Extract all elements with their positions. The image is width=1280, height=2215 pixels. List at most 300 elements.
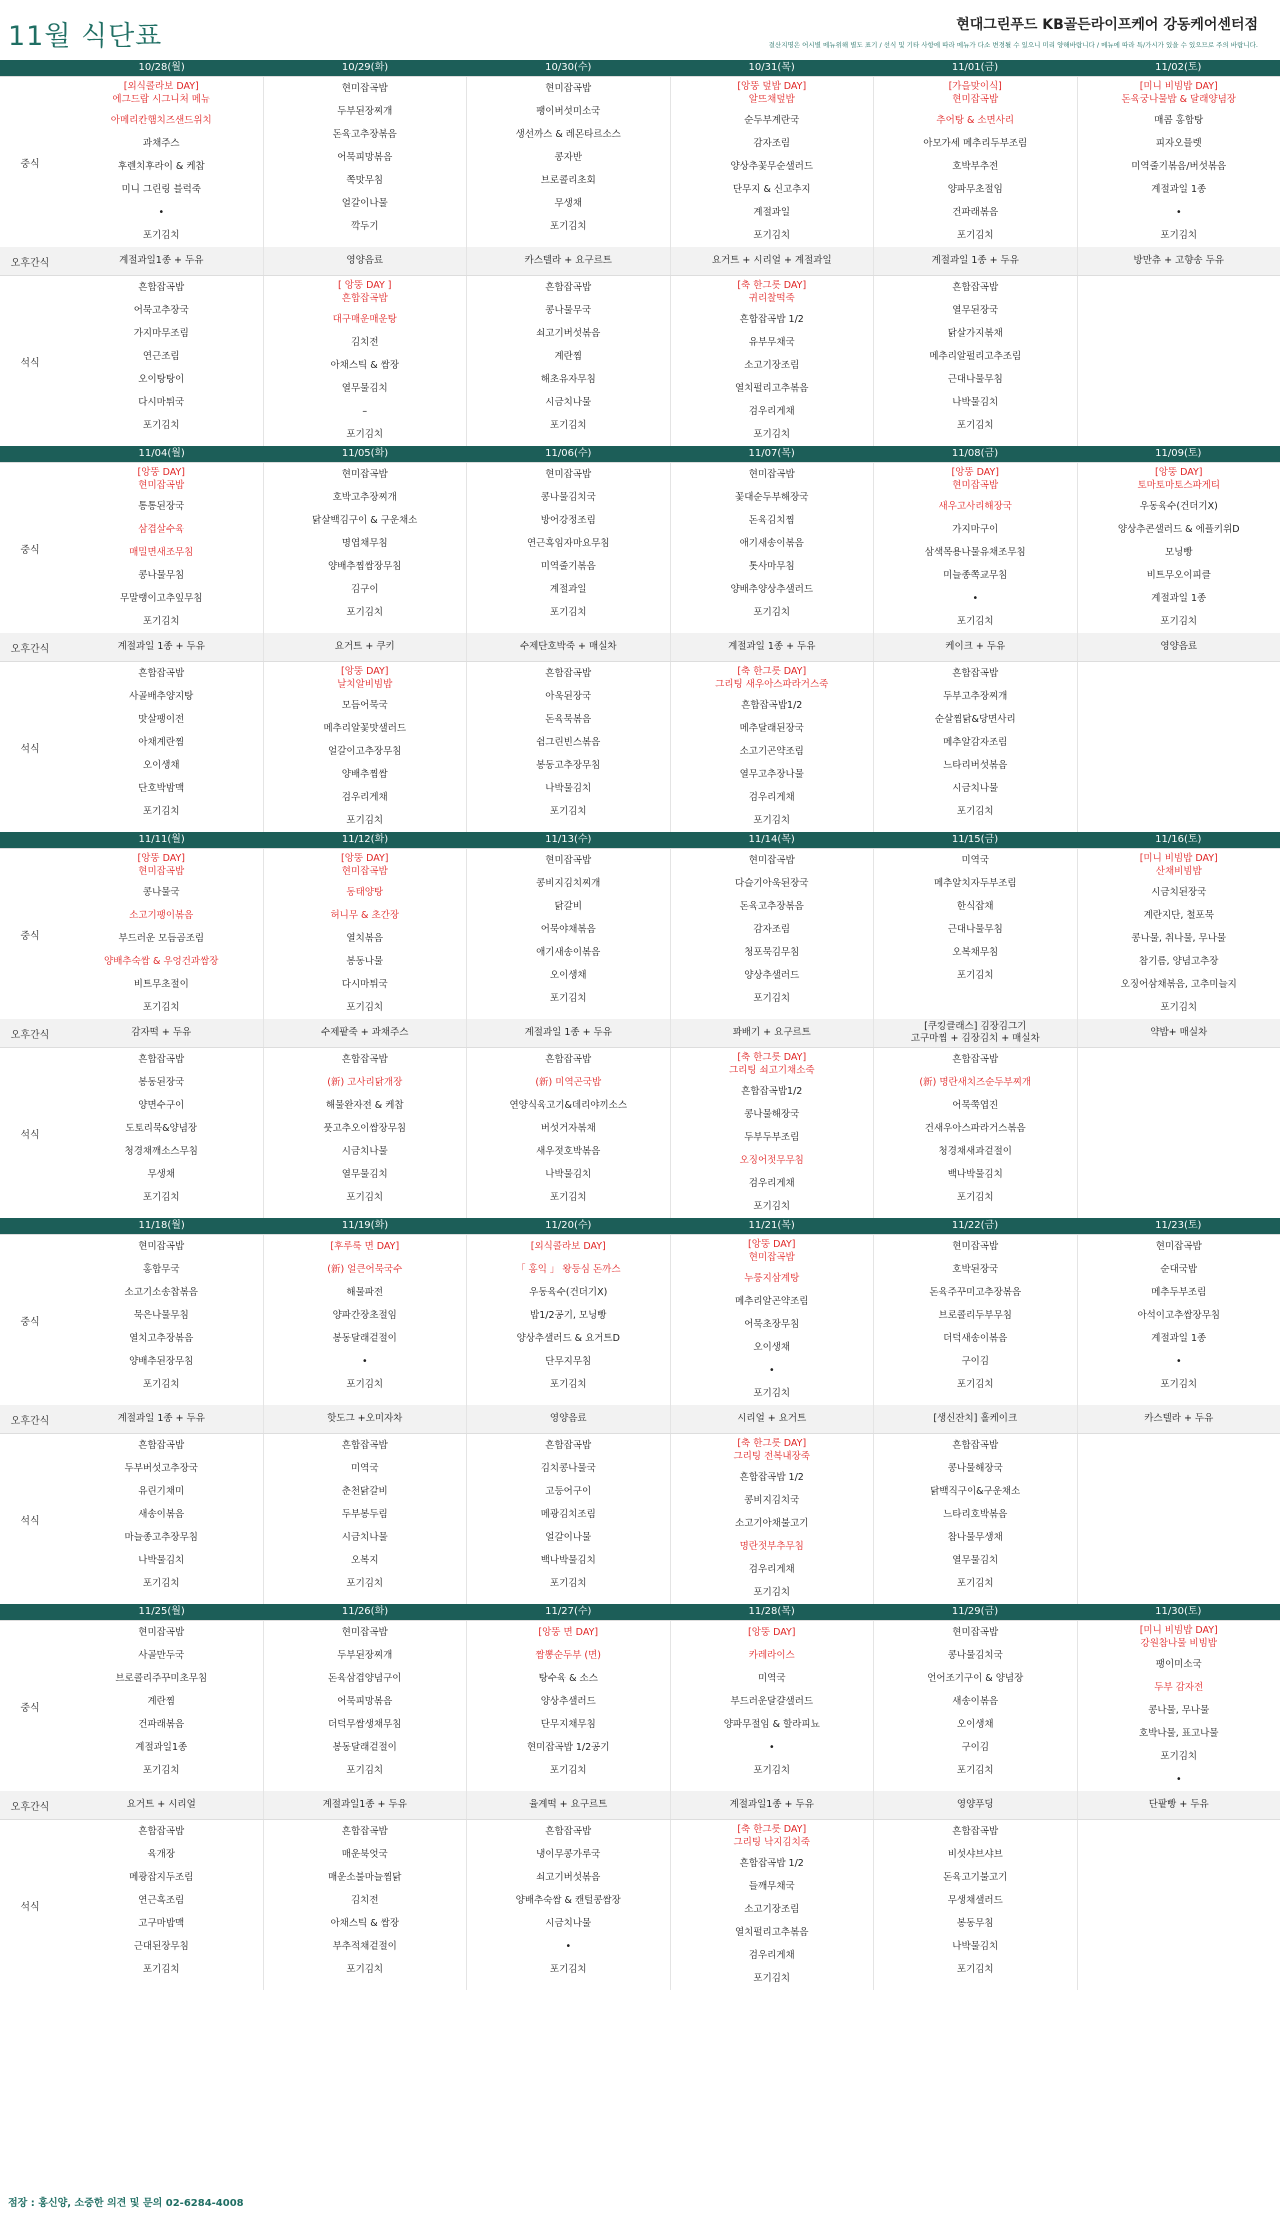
menu-item: 흔합잡곡밥 xyxy=(545,1440,592,1451)
day-column xyxy=(60,1791,263,1819)
date-cell: 11/23(토) xyxy=(1155,1220,1202,1231)
menu-item: [앙뚱 DAY] 날치알비빔밥 xyxy=(337,666,393,690)
menu-item: 추어탕 & 소면사리 xyxy=(936,115,1015,126)
menu-item: [외식콜라보 DAY] xyxy=(530,1241,606,1252)
snack-label: 오후간식 xyxy=(10,1029,50,1041)
menu-item: 김치전 xyxy=(350,337,379,348)
menu-item: 포기김치 xyxy=(142,420,180,431)
menu-item: 흔합잡곡밥 xyxy=(952,1440,999,1451)
day-column xyxy=(60,1405,263,1433)
day-column xyxy=(466,276,670,446)
day-column xyxy=(670,662,874,832)
menu-item: 다시마튀국 xyxy=(341,979,388,990)
menu-item: (新) 미역곤국밥 xyxy=(535,1077,602,1088)
menu-item: 열치펄리고추볶음 xyxy=(735,1927,809,1938)
menu-item: [앙뚱 DAY] 현미잡곡밥 xyxy=(137,467,185,491)
menu-item xyxy=(1177,1094,1181,1117)
day-column xyxy=(670,1048,874,1218)
day-column xyxy=(1077,849,1280,1019)
menu-item xyxy=(1177,1117,1181,1140)
menu-item: 흔합잡곡밥 xyxy=(138,1054,185,1065)
day-column xyxy=(670,77,874,247)
menu-item: 포기김치 xyxy=(142,1964,180,1975)
menu-item: 봉동달래겉절이 xyxy=(332,1742,397,1753)
menu-item: 모닝빵 xyxy=(1164,547,1193,558)
menu-item: 느타리호박볶음 xyxy=(943,1509,1008,1520)
day-column xyxy=(873,276,1077,446)
day-column xyxy=(60,633,263,661)
menu-item: [축 한그릇 DAY] 그리팅 쇠고기채소죽 xyxy=(728,1052,815,1076)
menu-item: 포기김치 xyxy=(1160,1751,1198,1762)
snack-item: 영양음료 xyxy=(549,1413,587,1424)
menu-item: 미니 그린링 블럭죽 xyxy=(121,184,201,195)
menu-item: 흔합잡곡밥1/2 xyxy=(741,1086,803,1097)
menu-item xyxy=(1177,777,1181,800)
menu-item: 냉이무콩가루국 xyxy=(536,1849,601,1860)
menu-item: 호박된장국 xyxy=(952,1264,999,1275)
menu-item: 흔합잡곡밥 xyxy=(138,282,185,293)
menu-item: 부드러운 모듬곰조림 xyxy=(118,933,205,944)
menu-item: 시금치나물 xyxy=(545,1918,592,1929)
menu-item: 양파무초절임 xyxy=(947,184,1003,195)
menu-item: 느타리버섯볶음 xyxy=(943,760,1008,771)
menu-item: 나박물김치 xyxy=(952,1941,999,1952)
menu-item: 연근조림 xyxy=(142,351,180,362)
menu-item: 해초유자무침 xyxy=(540,374,596,385)
week-block xyxy=(0,60,1280,446)
menu-item: 양상추샐러드 & 요거트D xyxy=(516,1333,620,1344)
menu-item: 양상추샐러드 xyxy=(744,970,800,981)
menu-item: 봉동무침 xyxy=(956,1918,994,1929)
menu-item: 콩나물김치국 xyxy=(540,492,596,503)
lunch-columns xyxy=(60,463,1280,633)
menu-item: 소고기팽이볶음 xyxy=(129,910,194,921)
day-column xyxy=(466,247,670,275)
menu-item: 양배추양상추샐러드 xyxy=(730,584,814,595)
day-column xyxy=(263,276,467,446)
snack-item: 계절과일1종 + 두유 xyxy=(729,1799,814,1810)
menu-item: [축 한그릇 DAY] 그리팅 낙지김치죽 xyxy=(733,1824,810,1848)
day-column xyxy=(466,1235,670,1405)
menu-item: 돈육묵볶음 xyxy=(545,714,592,725)
menu-item: 우동육수(건더기X) xyxy=(1139,501,1218,512)
menu-item: 감자조림 xyxy=(753,924,791,935)
date-cell: 11/15(금) xyxy=(951,834,999,845)
menu-item: 미역줄기볶음/버섯볶음 xyxy=(1131,161,1227,172)
menu-item: 통통된장국 xyxy=(138,501,185,512)
menu-item: [ 앙뚱 DAY ] 흔합잡곡밥 xyxy=(337,280,392,304)
menu-item: 포기김치 xyxy=(549,1964,587,1975)
menu-item: 포기김치 xyxy=(956,1578,994,1589)
menu-item: 연양식육고기&데리야끼소스 xyxy=(509,1100,628,1111)
menu-item: • xyxy=(565,1941,572,1952)
day-column xyxy=(60,247,263,275)
day-column xyxy=(670,247,874,275)
menu-item: 미역줄기볶음 xyxy=(540,561,596,572)
menu-item: 포기김치 xyxy=(549,806,587,817)
menu-item: 미늘종쪽교무침 xyxy=(943,570,1008,581)
menu-item: 새송이볶음 xyxy=(952,1696,999,1707)
snack-row xyxy=(0,247,1280,275)
menu-item: 현미잡곡밥 xyxy=(952,1627,999,1638)
menu-item: 더덕새송이볶음 xyxy=(943,1333,1008,1344)
dinner-columns xyxy=(60,1820,1280,1990)
menu-item: 포기김치 xyxy=(346,1964,384,1975)
day-column xyxy=(1077,77,1280,247)
dinner-columns xyxy=(60,276,1280,446)
menu-item: 미역국 xyxy=(350,1463,379,1474)
menu-item: 두부버섯고추장국 xyxy=(124,1463,198,1474)
menu-item: 검우리게채 xyxy=(748,792,795,803)
menu-item: 탕수육 & 소스 xyxy=(538,1673,598,1684)
lunch-label: 중식 xyxy=(20,1702,40,1714)
menu-item: 포기김치 xyxy=(549,1192,587,1203)
day-column xyxy=(670,849,874,1019)
menu-item: 매운북엇국 xyxy=(341,1849,388,1860)
menu-item: 청포묵김무침 xyxy=(744,947,800,958)
date-header-spacer xyxy=(0,1218,60,1234)
date-cell: 11/13(수) xyxy=(545,834,592,845)
day-column xyxy=(466,463,670,633)
menu-item: 나박물김치 xyxy=(545,783,592,794)
menu-item: 동태양탕 xyxy=(346,887,384,898)
menu-item: 돈육고추장볶음 xyxy=(332,129,397,140)
menu-item: 흔합잡곡밥 xyxy=(952,1826,999,1837)
menu-item: 흔합잡곡밥 xyxy=(545,1054,592,1065)
snack-label: 오후간식 xyxy=(10,1415,50,1427)
menu-item xyxy=(1177,1572,1181,1595)
menu-item: 아모가세 메추리두부조림 xyxy=(923,138,1028,149)
menu-item: 계란찜 xyxy=(554,351,583,362)
day-column xyxy=(670,1235,874,1405)
menu-item: 나박물김치 xyxy=(952,397,999,408)
menu-item: 시금치나물 xyxy=(952,783,999,794)
menu-item: 포기김치 xyxy=(753,1587,791,1598)
snack-item: 케이크 + 두유 xyxy=(945,641,1006,652)
dinner-row xyxy=(0,1433,1280,1604)
menu-item: 아채계란찜 xyxy=(138,737,185,748)
menu-item: 포기김치 xyxy=(142,806,180,817)
menu-item: • xyxy=(768,1742,775,1753)
menu-item: 포기김치 xyxy=(956,806,994,817)
company-name: 현대그린푸드 KB골든라이프케어 강동케어센터점 xyxy=(956,17,1258,33)
menu-item: 가지마구이 xyxy=(952,524,999,535)
menu-item: 봉동나물 xyxy=(346,956,384,967)
day-column xyxy=(60,77,263,247)
day-column xyxy=(263,1019,467,1047)
menu-item: 단무지무침 xyxy=(545,1356,592,1367)
menu-item: 두부된장찌개 xyxy=(337,106,393,117)
menu-item: 포기김치 xyxy=(753,1765,791,1776)
menu-item: 더덕무쌈생채무침 xyxy=(328,1719,402,1730)
menu-item: 육개장 xyxy=(147,1849,176,1860)
day-column xyxy=(670,1019,874,1047)
dinner-row xyxy=(0,275,1280,446)
menu-item: 봉동고추장무침 xyxy=(536,760,601,771)
menu-item: 포기김치 xyxy=(549,1765,587,1776)
dinner-columns xyxy=(60,1434,1280,1604)
menu-item: 포기김치 xyxy=(142,230,180,241)
menu-item: 콩나물해장국 xyxy=(744,1109,800,1120)
menu-item: 무생채 xyxy=(554,198,583,209)
menu-item: 소고기곤약조림 xyxy=(739,746,804,757)
date-cell: 11/30(토) xyxy=(1155,1606,1202,1617)
menu-item: 사골배추양지탕 xyxy=(129,691,194,702)
menu-item: 메광김치조림 xyxy=(540,1509,596,1520)
day-column xyxy=(263,1405,467,1433)
menu-item: [축 한그릇 DAY] 그리팅 새우아스파라거스죽 xyxy=(715,666,829,690)
lunch-columns xyxy=(60,77,1280,247)
page-header xyxy=(0,0,1280,60)
menu-item: 생선까스 & 레몬타르소스 xyxy=(515,129,621,140)
lunch-row xyxy=(0,1620,1280,1791)
menu-item: 구이김 xyxy=(961,1742,990,1753)
date-header-spacer xyxy=(0,832,60,848)
menu-item: 짬뽕순두부 (면) xyxy=(535,1650,601,1661)
menu-item: 검우리게채 xyxy=(748,406,795,417)
date-cell: 11/29(금) xyxy=(951,1606,999,1617)
menu-item: 무생채샐러드 xyxy=(947,1895,1003,1906)
snack-columns xyxy=(60,1019,1280,1047)
dinner-row xyxy=(0,1047,1280,1218)
menu-item: 해물파전 xyxy=(346,1287,384,1298)
menu-item: 메추알치자두부조림 xyxy=(933,878,1017,889)
menu-item: 계절과일 1종 xyxy=(1151,1333,1207,1344)
date-cell: 11/11(월) xyxy=(138,834,185,845)
menu-item: 가지마무조림 xyxy=(133,328,189,339)
menu-item: 포기김치 xyxy=(956,1379,994,1390)
date-header xyxy=(0,1218,1280,1234)
menu-item: [후루룩 면 DAY] xyxy=(330,1241,400,1252)
menu-item: 백나박물김치 xyxy=(947,1169,1003,1180)
menu-item: 메추두부조림 xyxy=(1151,1287,1207,1298)
menu-item: 팽이미소국 xyxy=(1155,1659,1202,1670)
menu-item: 포기김치 xyxy=(549,1379,587,1390)
menu-item: • xyxy=(1175,207,1182,218)
menu-item: 흔합잡곡밥 1/2 xyxy=(739,314,804,325)
lunch-label: 중식 xyxy=(20,1316,40,1328)
menu-item: 콩나물, 취나물, 무나물 xyxy=(1131,933,1227,944)
menu-item: 「 홍익 」 왕등심 돈까스 xyxy=(516,1264,621,1275)
menu-item: 사골만두국 xyxy=(138,1650,185,1661)
menu-item: 봉동달래겉절이 xyxy=(332,1333,397,1344)
menu-item: 흔합잡곡밥 xyxy=(952,668,999,679)
menu-item: 콩자반 xyxy=(554,152,583,163)
menu-item: 소고기장조림 xyxy=(744,360,800,371)
menu-item: 닭살백김구이 & 구운채소 xyxy=(312,515,418,526)
snack-label: 오후간식 xyxy=(10,1801,50,1813)
menu-item: 열치볶음 xyxy=(346,933,384,944)
week-block xyxy=(0,1604,1280,1990)
contact-footer: 점장 : 홍신양, 소중한 의견 및 문의 02-6284-4008 xyxy=(8,2198,244,2209)
lunch-columns xyxy=(60,1621,1280,1791)
menu-item: 포기김치 xyxy=(956,420,994,431)
menu-item: 콩비지김치찌개 xyxy=(536,878,601,889)
menu-item: 현미잡곡밥 xyxy=(341,1627,388,1638)
date-cell: 11/04(월) xyxy=(138,448,185,459)
menu-item: 포기김치 xyxy=(1160,1002,1198,1013)
menu-item: 양상추콘샐러드 & 에플키위D xyxy=(1117,524,1240,535)
menu-item xyxy=(1177,731,1181,754)
menu-item xyxy=(1177,1526,1181,1549)
date-cell: 10/31(목) xyxy=(748,62,795,73)
menu-item: 콩나물무국 xyxy=(545,305,592,316)
menu-item: 계절과일 1종 xyxy=(1151,184,1207,195)
menu-item: 브로콜리주꾸미초무침 xyxy=(115,1673,208,1684)
dinner-columns xyxy=(60,1048,1280,1218)
date-header xyxy=(0,446,1280,462)
menu-item: • xyxy=(158,207,165,218)
menu-item: 양배추찜쌈장무침 xyxy=(328,561,402,572)
menu-item: 맛살팽이전 xyxy=(138,714,185,725)
menu-item: 포기김치 xyxy=(956,1765,994,1776)
menu-item: 포기김치 xyxy=(956,1192,994,1203)
menu-item xyxy=(1177,1186,1181,1209)
menu-item: 구이김 xyxy=(961,1356,990,1367)
snack-columns xyxy=(60,247,1280,275)
menu-item: 두부봉두림 xyxy=(341,1509,388,1520)
menu-item: 포기김치 xyxy=(549,993,587,1004)
snack-label: 오후간식 xyxy=(10,257,50,269)
menu-item: 열무물김치 xyxy=(341,383,388,394)
snack-item: 시리얼 + 요거트 xyxy=(737,1413,807,1424)
menu-item: 아욱된장국 xyxy=(545,691,592,702)
menu-item: 얼갈이나물 xyxy=(545,1532,592,1543)
menu-item: [미니 비빔밥 DAY] 강원참나물 비빔밥 xyxy=(1139,1625,1218,1649)
menu-item: [미니 비빔밥 DAY] 산채비빔밥 xyxy=(1139,853,1218,877)
menu-item: 얼갈이고추장무침 xyxy=(328,746,402,757)
menu-item: 아채스틱 & 쌈장 xyxy=(330,360,399,371)
menu-item: • xyxy=(1175,1774,1182,1785)
menu-item: [가을맞이식] 현미잡곡밥 xyxy=(948,81,1002,105)
menu-item: 열무물김치 xyxy=(952,1555,999,1566)
menu-item: 쇠고기버섯볶음 xyxy=(536,1872,601,1883)
snack-item: 계절과일 1종 + 두유 xyxy=(728,641,816,652)
menu-item: 단무지채무침 xyxy=(540,1719,596,1730)
day-column xyxy=(263,1791,467,1819)
menu-item: 허니무 & 초간장 xyxy=(330,910,399,921)
menu-item: 어묵초장무침 xyxy=(744,1319,800,1330)
menu-item: 오징어젓무무침 xyxy=(739,1155,804,1166)
lunch-row xyxy=(0,76,1280,247)
day-column xyxy=(263,633,467,661)
date-cell: 10/30(수) xyxy=(545,62,592,73)
snack-item: 방만츄 + 고향송 두유 xyxy=(1133,255,1224,266)
menu-item: [앙뚱 DAY] 토마토마토스파게티 xyxy=(1137,467,1221,491)
menu-item: 쪽맛무침 xyxy=(346,175,384,186)
menu-item: 미역국 xyxy=(961,855,990,866)
menu-item: 흔합잡곡밥1/2 xyxy=(741,700,803,711)
day-column xyxy=(466,1019,670,1047)
menu-item xyxy=(1177,1866,1181,1889)
day-column xyxy=(1077,1820,1280,1990)
date-cell: 11/01(금) xyxy=(951,62,999,73)
day-column xyxy=(60,1434,263,1604)
menu-item: 춘천닭갈비 xyxy=(341,1486,388,1497)
menu-item: 오이생채 xyxy=(549,970,587,981)
menu-item: 돈육주꾸미고추장볶음 xyxy=(929,1287,1022,1298)
snack-item: 계절과일1종 + 두유 xyxy=(119,255,204,266)
menu-item: 포기김치 xyxy=(753,1201,791,1212)
date-cell: 11/05(화) xyxy=(341,448,389,459)
menu-item: 콩비지김치국 xyxy=(744,1495,800,1506)
menu-item xyxy=(1177,414,1181,437)
menu-item: 쇠고기버섯볶음 xyxy=(536,328,601,339)
day-column xyxy=(60,1621,263,1791)
menu-item: 다슬기아욱된장국 xyxy=(735,878,809,889)
day-column xyxy=(1077,1235,1280,1405)
menu-item: 오복지 xyxy=(350,1555,379,1566)
menu-item: (新) 얼큰어묵국수 xyxy=(327,1264,403,1275)
day-column xyxy=(263,662,467,832)
menu-item xyxy=(1177,368,1181,391)
menu-item: 양상추샐러드 xyxy=(540,1696,596,1707)
menu-item: 포기김치 xyxy=(956,970,994,981)
menu-item: 두부고추장찌개 xyxy=(943,691,1008,702)
menu-item: 대구매운매운탕 xyxy=(332,314,397,325)
menu-item: 순살찜닭&당면사리 xyxy=(934,714,1016,725)
snack-columns xyxy=(60,1405,1280,1433)
menu-item: [앙뚱 덮밥 DAY] 알뜨채덮밥 xyxy=(737,81,807,105)
day-column xyxy=(873,1019,1077,1047)
snack-item: 계절과일 1종 + 두유 xyxy=(524,1027,612,1038)
menu-item: 메추리알펄리고추조림 xyxy=(929,351,1022,362)
menu-item: 애기새송이볶음 xyxy=(739,538,804,549)
date-header xyxy=(0,1604,1280,1620)
day-column xyxy=(1077,276,1280,446)
menu-item: 양배추숙쌈 & 우엉건과쌈장 xyxy=(104,956,219,967)
menu-item: [앙뚱 면 DAY] xyxy=(538,1627,599,1638)
menu-item: 나박물김치 xyxy=(545,1169,592,1180)
menu-item: 방어강정조림 xyxy=(540,515,596,526)
menu-item: • xyxy=(768,1365,775,1376)
menu-item: [앙뚱 DAY] 현미잡곡밥 xyxy=(137,853,185,877)
snack-item: 핫도그 +오미자차 xyxy=(327,1413,403,1424)
menu-item: 메추리알곤약조림 xyxy=(735,1296,809,1307)
date-cell: 11/14(목) xyxy=(748,834,795,845)
menu-item: 과채주스 xyxy=(142,138,180,149)
dinner-row xyxy=(0,661,1280,832)
menu-item: 포기김치 xyxy=(753,429,791,440)
date-cell: 11/27(수) xyxy=(545,1606,592,1617)
day-column xyxy=(466,1791,670,1819)
day-column xyxy=(263,247,467,275)
menu-item: 포기김치 xyxy=(346,1578,384,1589)
day-column xyxy=(60,849,263,1019)
menu-item: 포기김치 xyxy=(346,429,384,440)
day-column xyxy=(263,77,467,247)
date-cell: 11/19(화) xyxy=(341,1220,389,1231)
snack-item: 수제단호박죽 + 매실차 xyxy=(519,641,617,652)
menu-item: 열무된장국 xyxy=(952,305,999,316)
menu-item: 흔합잡곡밥 xyxy=(341,1826,388,1837)
day-column xyxy=(873,849,1077,1019)
day-column xyxy=(873,1791,1077,1819)
menu-item: 호박고추장찌개 xyxy=(332,492,397,503)
day-column xyxy=(670,1791,874,1819)
menu-item: 버섯거자볶채 xyxy=(540,1123,596,1134)
menu-item: 양배추된장무침 xyxy=(129,1356,194,1367)
menu-item: 포기김치 xyxy=(956,1964,994,1975)
dinner-row xyxy=(0,1819,1280,1990)
menu-item: 김치콩나물국 xyxy=(540,1463,596,1474)
menu-item: 시금치나물 xyxy=(341,1146,388,1157)
menu-item: 현미잡곡밥 xyxy=(545,855,592,866)
day-column xyxy=(60,662,263,832)
snack-item: [쿠킹클래스] 김장김그기 고구마찜 + 김장김치 + 매실차 xyxy=(910,1021,1040,1044)
day-column xyxy=(263,463,467,633)
menu-item: 새우젓호박볶음 xyxy=(536,1146,601,1157)
